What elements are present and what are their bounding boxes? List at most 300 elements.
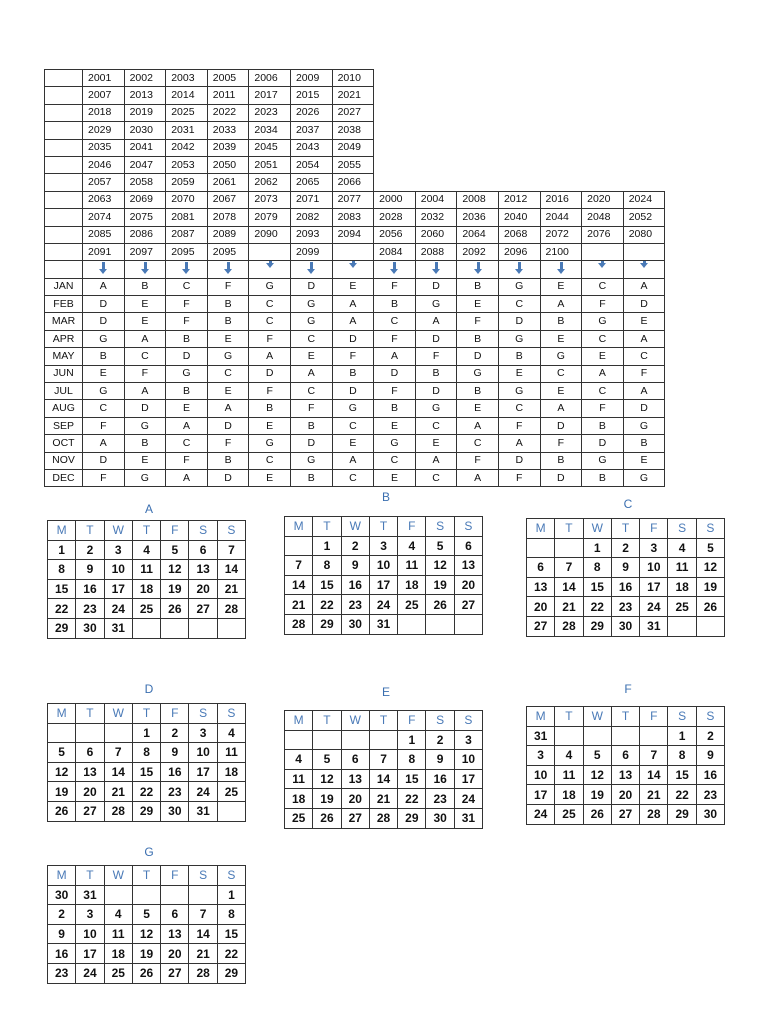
down-arrow-icon (640, 261, 648, 268)
calendar-code-cell: B (166, 383, 208, 400)
calendar-grid (284, 516, 483, 635)
blank-area (374, 104, 416, 121)
day-cell: 27 (341, 808, 369, 828)
calendar-code-cell: E (332, 278, 374, 295)
empty-label-cell (45, 226, 83, 243)
blank-area (623, 122, 665, 139)
day-cell (104, 723, 132, 743)
calendar-code-cell: G (290, 313, 332, 330)
blank-area (582, 122, 624, 139)
day-cell: 16 (611, 577, 639, 597)
day-cell: 7 (555, 558, 583, 578)
year-cell: 2004 (415, 191, 457, 208)
calendar-code-cell: B (249, 400, 291, 417)
day-cell: 7 (640, 746, 668, 766)
calendar-code-cell: A (166, 469, 208, 486)
day-cell: 10 (527, 765, 555, 785)
day-cell: 22 (668, 785, 696, 805)
weekday-header: M (527, 519, 555, 539)
day-cell: 4 (668, 538, 696, 558)
day-cell: 17 (454, 769, 482, 789)
day-cell: 27 (76, 801, 104, 821)
year-cell: 2095 (207, 243, 249, 260)
down-arrow-icon (432, 262, 440, 276)
calendar-code-cell: F (415, 348, 457, 365)
day-cell: 13 (527, 577, 555, 597)
day-cell: 6 (341, 750, 369, 770)
year-cell (332, 243, 374, 260)
day-cell: 10 (369, 556, 397, 576)
week-row (527, 558, 725, 578)
calendar-code-cell: B (290, 417, 332, 434)
calendar-code-cell: G (623, 417, 665, 434)
year-cell: 2072 (540, 226, 582, 243)
empty-label-cell (45, 191, 83, 208)
calendar-code-cell: E (332, 435, 374, 452)
calendar-code-cell: G (332, 400, 374, 417)
blank-area (623, 139, 665, 156)
day-cell: 30 (48, 885, 76, 905)
day-cell: 3 (527, 746, 555, 766)
calendar-code-cell: F (249, 383, 291, 400)
year-cell: 2093 (290, 226, 332, 243)
year-row (45, 104, 665, 121)
day-cell: 26 (48, 801, 76, 821)
year-cell: 2084 (374, 243, 416, 260)
year-cell: 2013 (124, 87, 166, 104)
weekday-header-row (48, 704, 246, 724)
day-cell: 22 (583, 597, 611, 617)
year-cell: 2053 (166, 156, 208, 173)
weekday-header: W (583, 707, 611, 727)
calendar-code-cell: C (249, 452, 291, 469)
calendar-code-cell: B (457, 383, 499, 400)
day-cell: 19 (161, 579, 189, 599)
calendar-code-cell: E (457, 400, 499, 417)
day-cell: 30 (76, 618, 104, 638)
year-cell (623, 243, 665, 260)
day-cell: 19 (426, 575, 454, 595)
year-row (45, 243, 665, 260)
calendar-title: F (624, 682, 632, 696)
year-cell: 2095 (166, 243, 208, 260)
down-arrow-icon (349, 261, 357, 268)
weekday-header: T (369, 517, 397, 537)
weekday-header: S (668, 519, 696, 539)
day-cell: 12 (313, 769, 341, 789)
blank-area (582, 139, 624, 156)
day-cell: 6 (527, 558, 555, 578)
calendar-code-cell: D (207, 417, 249, 434)
calendar-code-cell: G (290, 296, 332, 313)
day-cell: 4 (398, 536, 426, 556)
year-cell: 2024 (623, 191, 665, 208)
year-cell: 2100 (540, 243, 582, 260)
day-cell (611, 726, 639, 746)
month-row (45, 417, 665, 434)
calendar-grid (526, 706, 725, 825)
weekday-header: T (555, 707, 583, 727)
year-cell: 2079 (249, 209, 291, 226)
year-cell: 2094 (332, 226, 374, 243)
year-cell: 2033 (207, 122, 249, 139)
calendar-code-cell: B (540, 452, 582, 469)
weekday-header: T (132, 704, 160, 724)
calendar-code-cell: A (166, 417, 208, 434)
weekday-header: T (611, 519, 639, 539)
calendar-code-cell: F (374, 278, 416, 295)
day-cell: 11 (668, 558, 696, 578)
day-cell: 14 (555, 577, 583, 597)
day-cell: 14 (189, 924, 217, 944)
month-row (45, 278, 665, 295)
calendar-title: C (623, 497, 633, 511)
down-arrow-icon (515, 262, 523, 276)
year-row (45, 70, 665, 87)
down-arrow-icon (182, 262, 190, 276)
year-cell: 2022 (207, 104, 249, 121)
blank-area (374, 122, 416, 139)
day-cell (132, 885, 160, 905)
day-cell: 26 (426, 595, 454, 615)
day-cell: 31 (640, 616, 668, 636)
day-cell: 30 (161, 801, 189, 821)
week-row (48, 782, 246, 802)
calendar-code-cell: D (83, 452, 125, 469)
year-cell: 2055 (332, 156, 374, 173)
day-cell: 19 (313, 789, 341, 809)
day-cell: 1 (668, 726, 696, 746)
calendar-code-cell: G (623, 469, 665, 486)
year-cell: 2062 (249, 174, 291, 191)
calendar-code-cell: A (332, 296, 374, 313)
calendar-code-cell: E (290, 348, 332, 365)
day-cell: 15 (313, 575, 341, 595)
calendar-code-cell: A (332, 313, 374, 330)
day-cell: 2 (696, 726, 724, 746)
calendar-code-cell: G (249, 435, 291, 452)
calendar-code-cell: F (166, 313, 208, 330)
day-cell: 25 (132, 599, 160, 619)
day-cell: 29 (668, 804, 696, 824)
day-cell: 13 (341, 769, 369, 789)
weekday-header: S (696, 519, 724, 539)
day-cell: 14 (217, 560, 245, 580)
day-cell: 4 (285, 750, 313, 770)
blank-area (415, 156, 457, 173)
calendar-code-cell: E (540, 383, 582, 400)
week-row (527, 726, 725, 746)
day-cell: 23 (161, 782, 189, 802)
calendar-code-cell: A (540, 400, 582, 417)
year-cell: 2023 (249, 104, 291, 121)
day-cell: 26 (161, 599, 189, 619)
arrow-row (45, 261, 665, 278)
day-cell: 16 (76, 579, 104, 599)
day-cell: 21 (285, 595, 313, 615)
day-cell: 25 (555, 804, 583, 824)
day-cell: 3 (640, 538, 668, 558)
year-cell: 2043 (290, 139, 332, 156)
calendar-code-cell: D (83, 296, 125, 313)
week-row (285, 730, 483, 750)
calendar-code-cell: F (582, 296, 624, 313)
calendar-code-cell: F (457, 452, 499, 469)
month-label: MAY (45, 348, 83, 365)
day-cell: 8 (398, 750, 426, 770)
day-cell: 1 (48, 540, 76, 560)
day-cell: 1 (217, 885, 245, 905)
day-cell: 7 (369, 750, 397, 770)
day-cell: 8 (48, 560, 76, 580)
day-cell: 23 (341, 595, 369, 615)
calendar-code-cell: A (582, 365, 624, 382)
calendar-code-cell: E (374, 469, 416, 486)
year-cell: 2092 (457, 243, 499, 260)
year-cell: 2074 (83, 209, 125, 226)
year-row (45, 156, 665, 173)
year-cell: 2054 (290, 156, 332, 173)
year-cell: 2035 (83, 139, 125, 156)
weekday-header: S (668, 707, 696, 727)
day-cell (217, 618, 245, 638)
day-cell: 13 (189, 560, 217, 580)
day-cell: 1 (583, 538, 611, 558)
year-cell: 2078 (207, 209, 249, 226)
weekday-header-row (285, 517, 483, 537)
weekday-header: W (104, 704, 132, 724)
year-cell: 2060 (415, 226, 457, 243)
week-row (48, 801, 246, 821)
year-cell: 2096 (498, 243, 540, 260)
weekday-header: T (76, 704, 104, 724)
year-cell: 2039 (207, 139, 249, 156)
day-cell: 17 (189, 762, 217, 782)
week-row (285, 575, 483, 595)
week-row (48, 599, 246, 619)
month-row (45, 330, 665, 347)
day-cell: 11 (285, 769, 313, 789)
calendar-code-cell: F (207, 435, 249, 452)
calendar-code-cell: A (457, 469, 499, 486)
weekday-header: T (313, 517, 341, 537)
weekday-header: F (161, 521, 189, 541)
year-cell: 2047 (124, 156, 166, 173)
calendar-code-cell: E (498, 365, 540, 382)
calendar-code-cell: A (249, 348, 291, 365)
day-cell: 10 (189, 743, 217, 763)
blank-area (457, 174, 499, 191)
year-row (45, 226, 665, 243)
weekday-header-row (527, 707, 725, 727)
day-cell: 18 (132, 579, 160, 599)
day-cell: 18 (104, 944, 132, 964)
day-cell: 21 (369, 789, 397, 809)
empty-label-cell (45, 122, 83, 139)
day-cell (555, 538, 583, 558)
calendar-code-cell: F (124, 365, 166, 382)
down-arrow-icon (598, 261, 606, 268)
day-cell: 20 (161, 944, 189, 964)
year-cell: 2050 (207, 156, 249, 173)
year-cell: 2008 (457, 191, 499, 208)
calendar-code-cell: D (166, 348, 208, 365)
day-cell: 29 (583, 616, 611, 636)
day-cell: 19 (583, 785, 611, 805)
weekday-header: S (426, 517, 454, 537)
calendar-g (47, 845, 251, 987)
day-cell: 5 (161, 540, 189, 560)
day-cell (668, 616, 696, 636)
calendar-b (284, 490, 488, 636)
week-row (527, 577, 725, 597)
day-cell: 4 (555, 746, 583, 766)
day-cell: 28 (189, 963, 217, 983)
day-cell: 14 (104, 762, 132, 782)
calendar-code-cell: C (457, 435, 499, 452)
day-cell: 23 (611, 597, 639, 617)
day-cell: 17 (104, 579, 132, 599)
month-row (45, 452, 665, 469)
calendar-code-cell: A (290, 365, 332, 382)
week-row (48, 924, 246, 944)
day-cell: 28 (285, 614, 313, 634)
calendar-code-cell: G (415, 296, 457, 313)
year-cell: 2077 (332, 191, 374, 208)
year-cell: 2028 (374, 209, 416, 226)
day-cell: 9 (341, 556, 369, 576)
calendar-code-cell: F (83, 417, 125, 434)
week-row (527, 765, 725, 785)
year-cell: 2019 (124, 104, 166, 121)
year-row (45, 191, 665, 208)
year-cell: 2041 (124, 139, 166, 156)
blank-area (498, 174, 540, 191)
day-cell (555, 726, 583, 746)
weekday-header: S (454, 711, 482, 731)
calendar-code-cell: D (623, 400, 665, 417)
calendar-code-cell: B (582, 469, 624, 486)
weekday-header: S (217, 704, 245, 724)
day-cell: 10 (454, 750, 482, 770)
calendar-code-cell: D (374, 365, 416, 382)
day-cell: 22 (48, 599, 76, 619)
day-cell: 29 (313, 614, 341, 634)
calendar-code-cell: B (415, 365, 457, 382)
blank-area (457, 156, 499, 173)
year-cell: 2005 (207, 70, 249, 87)
week-row (527, 597, 725, 617)
calendar-code-cell: F (166, 296, 208, 313)
arrow-cell (415, 261, 457, 278)
day-cell: 24 (189, 782, 217, 802)
year-cell: 2006 (249, 70, 291, 87)
day-cell: 18 (668, 577, 696, 597)
calendar-code-cell: F (207, 278, 249, 295)
blank-area (415, 139, 457, 156)
day-cell: 10 (76, 924, 104, 944)
day-cell: 27 (454, 595, 482, 615)
day-cell: 3 (189, 723, 217, 743)
day-cell: 13 (76, 762, 104, 782)
calendar-c (526, 497, 730, 638)
calendar-code-cell: G (498, 383, 540, 400)
calendar-code-cell: C (415, 417, 457, 434)
arrow-cell (290, 261, 332, 278)
day-cell: 23 (696, 785, 724, 805)
blank-area (498, 104, 540, 121)
day-cell: 22 (398, 789, 426, 809)
day-cell: 31 (369, 614, 397, 634)
day-cell: 29 (132, 801, 160, 821)
year-cell: 2088 (415, 243, 457, 260)
year-cell: 2090 (249, 226, 291, 243)
year-cell: 2076 (582, 226, 624, 243)
day-cell: 14 (640, 765, 668, 785)
week-row (285, 614, 483, 634)
year-cell: 2052 (623, 209, 665, 226)
day-cell: 16 (161, 762, 189, 782)
blank-area (374, 174, 416, 191)
year-cell: 2048 (582, 209, 624, 226)
week-row (48, 762, 246, 782)
calendar-code-cell: C (124, 348, 166, 365)
calendar-d (47, 682, 251, 824)
day-cell: 26 (132, 963, 160, 983)
empty-label-cell (45, 87, 83, 104)
year-cell: 2017 (249, 87, 291, 104)
calendar-code-cell: D (540, 469, 582, 486)
calendar-code-cell: C (332, 417, 374, 434)
year-cell: 2025 (166, 104, 208, 121)
calendar-code-cell: C (249, 296, 291, 313)
year-cell: 2015 (290, 87, 332, 104)
weekday-header: W (104, 521, 132, 541)
week-row (285, 769, 483, 789)
calendar-code-cell: E (166, 400, 208, 417)
weekday-header: W (104, 866, 132, 886)
down-arrow-icon (266, 261, 274, 268)
day-cell: 24 (527, 804, 555, 824)
calendar-code-cell: A (124, 383, 166, 400)
calendar-code-cell: F (582, 400, 624, 417)
blank-area (498, 156, 540, 173)
day-cell (217, 801, 245, 821)
day-cell: 5 (426, 536, 454, 556)
year-cell: 2069 (124, 191, 166, 208)
calendar-code-cell: F (249, 330, 291, 347)
week-row (48, 579, 246, 599)
calendar-code-cell: B (374, 400, 416, 417)
day-cell: 17 (369, 575, 397, 595)
year-cell: 2066 (332, 174, 374, 191)
calendar-code-cell: B (623, 435, 665, 452)
day-cell: 24 (369, 595, 397, 615)
weekday-header: S (426, 711, 454, 731)
day-cell: 25 (668, 597, 696, 617)
day-cell: 9 (696, 746, 724, 766)
day-cell (696, 616, 724, 636)
day-cell: 1 (398, 730, 426, 750)
calendar-code-cell: E (207, 330, 249, 347)
day-cell: 6 (611, 746, 639, 766)
day-cell: 2 (611, 538, 639, 558)
calendar-code-cell: F (498, 417, 540, 434)
day-cell: 18 (217, 762, 245, 782)
blank-area (457, 104, 499, 121)
calendar-code-cell: E (83, 365, 125, 382)
calendar-code-cell: C (498, 296, 540, 313)
